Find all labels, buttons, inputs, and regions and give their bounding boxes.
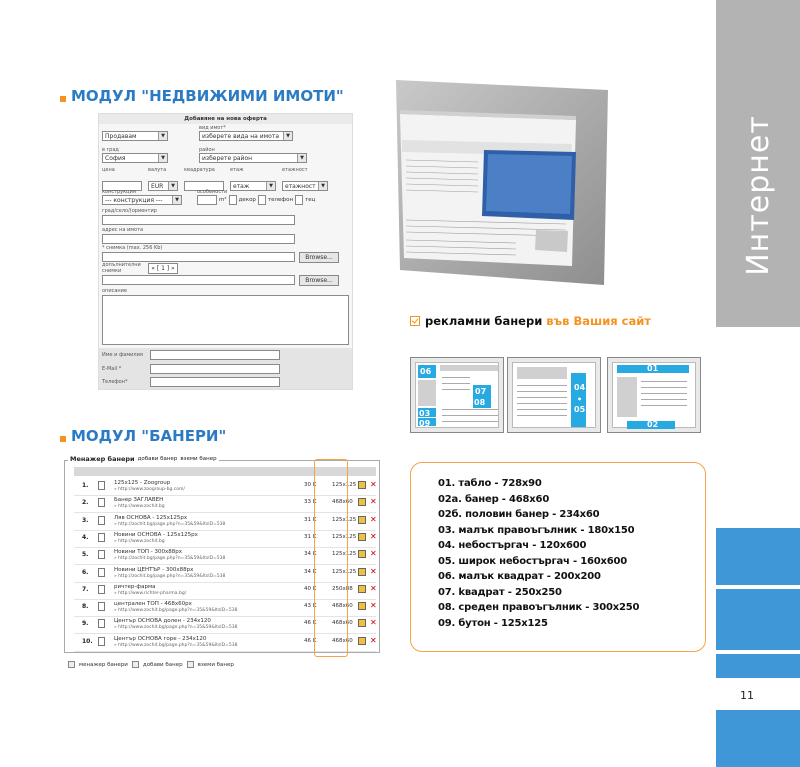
floor-select[interactable]: етаж ▼ [230, 181, 276, 191]
delete-icon[interactable]: ✕ [370, 531, 377, 541]
banner-name[interactable]: Ляв ОСНОВА - 125x125px [114, 514, 188, 521]
layout-diagram-1 [410, 357, 504, 433]
website-screenshot-photo [396, 80, 608, 285]
banner-url[interactable]: » http://www.zoogroup-bg.com/ [114, 487, 185, 492]
banner-name[interactable]: 125x125 - Zoogroup [114, 480, 171, 486]
city-select[interactable]: София ▼ [102, 153, 168, 163]
banner-dimensions: 125x125 [332, 551, 357, 558]
checkbox-heating[interactable] [295, 195, 303, 205]
size-item: 02б. половин банер - 234x60 [438, 509, 600, 520]
form-header: Добавяне на нова оферта [99, 114, 352, 124]
delete-icon[interactable]: ✕ [370, 583, 377, 593]
document-icon [98, 498, 105, 507]
real-estate-form-screenshot: Добавяне на нова оферта Продавам ▼ вид имот* изберете вида на имота ▼ в град София ▼ район изберете район ▼ цена валута EUR ▼ квадратура етаж етаж ▼ етажност етажност ▼ конструкция --- конструкция --- ▼ особености m² декор телефон тец град/село/(ориентир адрес на имота * снимка (max. 256 Kb) Browse... допълнителни снимки « [ 1 ] » Browse... описание Име и фамилия E-Mail * Телефон* [98, 113, 353, 390]
slot-07: 07 [473, 385, 491, 397]
banner-name[interactable]: Център ОСНОВА долен - 234x120 [114, 618, 211, 625]
banner-filesize: 46 K [304, 637, 317, 644]
browse-button-2[interactable]: Browse... [299, 275, 339, 286]
document-icon [98, 516, 105, 525]
type-select[interactable]: изберете вида на имота ▼ [199, 131, 293, 141]
banner-dimensions: 468x60 [332, 637, 353, 644]
banner-url[interactable]: » http://www.zochit.bg/page.php?n=35&59&ItsID=538 [114, 625, 238, 631]
banner-filesize: 34 K [304, 551, 317, 558]
delete-icon[interactable]: ✕ [370, 635, 377, 645]
banner-filesize: 31 K [304, 516, 317, 523]
banner-manager-footer: менажер банери добави банер вземи банер [68, 661, 234, 668]
delete-icon[interactable]: ✕ [370, 514, 377, 524]
layout-diagram-3 [607, 357, 701, 433]
checkbox-icon [410, 316, 420, 326]
sidebar-blue-block-2 [716, 589, 800, 650]
banner-dimensions: 125x125 [332, 482, 357, 488]
banner-dimensions: 468x60 [332, 603, 353, 610]
edit-icon[interactable] [358, 533, 366, 541]
document-icon [98, 637, 105, 646]
row-number: 9. [82, 620, 89, 628]
size-item: 05. широк небостъргач - 160x600 [438, 555, 628, 567]
add-icon [132, 661, 139, 668]
sidebar-tab-label: Интернет [740, 114, 776, 276]
slot-06: 06 [418, 365, 436, 378]
photo-pager[interactable]: « [ 1 ] » [148, 263, 178, 274]
extra-photo-input[interactable] [102, 275, 295, 285]
slot-02: 02 [627, 421, 675, 429]
phone-input[interactable] [150, 377, 280, 387]
banner-name[interactable]: Банер ЗАГЛАВЕН [114, 497, 164, 504]
banner-url[interactable]: » http://www.zochit.bg [114, 504, 165, 510]
row-number: 1. [82, 482, 89, 489]
banner-url[interactable]: » http://www.zochit.bg [114, 538, 165, 544]
slot-01: 01 [617, 365, 689, 373]
banner-name[interactable]: ричтер-фарма [114, 583, 156, 590]
banner-filesize: 40 K [304, 585, 317, 592]
sidebar-blue-block-4 [716, 710, 800, 767]
edit-icon[interactable] [358, 637, 366, 645]
currency-select[interactable]: EUR ▼ [148, 181, 178, 191]
delete-icon[interactable]: ✕ [370, 601, 377, 611]
banner-url[interactable]: » http://www.zochit.bg/page.php?n=35&59&ItsID=538 [114, 608, 238, 614]
location-input[interactable] [102, 215, 295, 225]
delete-icon[interactable]: ✕ [370, 497, 377, 507]
edit-icon[interactable] [358, 498, 366, 506]
bullet-icon [60, 436, 66, 442]
sidebar-blue-block-3 [716, 654, 800, 678]
bullet-icon [60, 96, 66, 102]
edit-icon[interactable] [358, 481, 366, 489]
row-number: 8. [82, 603, 89, 611]
row-number: 3. [82, 516, 89, 524]
layout-diagram-2 [507, 357, 601, 433]
slot-09: 09 [418, 418, 436, 426]
delete-icon[interactable]: ✕ [370, 618, 377, 628]
edit-icon[interactable] [358, 602, 366, 610]
document-icon [98, 481, 105, 490]
banner-url[interactable]: » http://zochit.bg/page.php?n=35&59&ItsID=538 [114, 573, 226, 579]
slot-03: 03 [418, 408, 436, 417]
slot-08: 08 [473, 397, 491, 408]
banner-dimensions: 125x125 [332, 568, 357, 575]
size-item: 03. малък правоъгълник - 180x150 [438, 524, 635, 536]
edit-icon[interactable] [358, 568, 366, 576]
name-input[interactable] [150, 350, 280, 360]
banner-filesize: 46 K [304, 620, 317, 627]
banner-filesize: 31 K [304, 533, 317, 540]
banner-name[interactable]: Център ОСНОВА горе - 234x120 [114, 635, 207, 642]
edit-icon[interactable] [358, 516, 366, 524]
size-item: 02a. банер - 468x60 [438, 493, 550, 505]
photo-file-input[interactable] [102, 252, 295, 262]
ad-banners-heading: рекламни банери във Вашия сайт [410, 314, 651, 328]
row-number: 6. [82, 568, 89, 576]
delete-icon[interactable]: ✕ [370, 480, 377, 489]
address-input[interactable] [102, 234, 295, 244]
banner-filesize: 30 K [304, 482, 317, 488]
banner-dimensions: 125x125 [332, 533, 357, 540]
description-textarea[interactable] [102, 295, 349, 345]
document-icon [98, 585, 105, 594]
row-number: 10. [82, 637, 93, 645]
banner-name[interactable]: централен ТОП - 468x60px [114, 601, 192, 608]
section-title-banners: МОДУЛ "БАНЕРИ" [60, 427, 226, 445]
email-input[interactable] [150, 364, 280, 374]
document-icon [98, 602, 105, 611]
banner-name[interactable]: Новини ОСНОВА - 125x125px [114, 531, 198, 538]
size-item: 01. табло - 728x90 [438, 478, 542, 489]
sidebar-blue-block-1 [716, 528, 800, 585]
size-item: 07. kвадрат - 250x250 [438, 586, 562, 598]
banner-dimensions: 468x60 [332, 499, 353, 506]
checkbox-phone[interactable] [258, 195, 266, 205]
banner-url[interactable]: » http://zochit.bg/page.php?n=35&59&ItsID=538 [114, 556, 226, 562]
add-banner-link[interactable]: добави банер [137, 456, 178, 462]
page-number: 11 [740, 689, 754, 702]
import-banner-link[interactable]: вземи банер [180, 456, 217, 462]
delete-icon[interactable]: ✕ [370, 549, 377, 559]
banner-url[interactable]: » http://www.zochit.bg/page.php?n=35&59&ItsID=538 [114, 642, 238, 648]
banner-filesize: 43 K [304, 603, 317, 610]
banner-sizes-box [410, 462, 706, 652]
banner-name[interactable]: Новини ТОП - 300x88px [114, 549, 183, 556]
edit-icon[interactable] [358, 619, 366, 627]
deal-select[interactable]: Продавам ▼ [102, 131, 168, 141]
document-icon [98, 550, 105, 559]
row-number: 2. [82, 499, 89, 507]
document-icon [98, 533, 105, 542]
construction-select[interactable]: --- конструкция --- ▼ [102, 195, 182, 205]
size-item: 04. небостъргач - 120x600 [438, 540, 587, 551]
import-icon [187, 661, 194, 668]
floors-select[interactable]: етажност ▼ [282, 181, 328, 191]
banner-filesize: 33 K [304, 499, 317, 506]
banner-filesize: 34 K [304, 568, 317, 575]
browse-button[interactable]: Browse... [299, 252, 339, 263]
region-select[interactable]: изберете район ▼ [199, 153, 307, 163]
size-item: 06. малък квадрат - 200x200 [438, 571, 601, 582]
row-number: 7. [82, 585, 89, 593]
banner-name[interactable]: Новини ЦЕНТЪР - 300x88px [114, 566, 194, 573]
document-icon [98, 568, 105, 577]
size-item: 08. среден правоъгълник - 300x250 [438, 602, 640, 613]
banner-manager-title: Менажер банери добави банер вземи банер [70, 455, 217, 463]
delete-icon[interactable]: ✕ [370, 566, 377, 576]
banner-url[interactable]: » http://zochit.bg/page.php?n=35&59&ItsID=538 [114, 521, 226, 527]
document-icon [98, 619, 105, 628]
checkbox-decor[interactable] [229, 195, 237, 205]
row-number: 5. [82, 551, 89, 559]
banner-url[interactable]: » http://www.richter-pharma.bg/ [114, 590, 187, 596]
edit-icon[interactable] [358, 585, 366, 593]
edit-icon[interactable] [358, 550, 366, 558]
section-title-real-estate: МОДУЛ "НЕДВИЖИМИ ИМОТИ" [60, 87, 344, 105]
slot-04-05: 04 • 05 [571, 373, 586, 427]
banner-dimensions: 468x60 [332, 620, 353, 627]
banner-dimensions: 125x125 [332, 516, 357, 523]
row-number: 4. [82, 533, 89, 541]
size-column-highlight [314, 459, 348, 657]
banner-dimensions: 250x88 [332, 585, 353, 592]
manager-icon [68, 661, 75, 668]
features-input[interactable] [197, 195, 217, 205]
size-item: 09. бутон - 125x125 [438, 617, 548, 629]
